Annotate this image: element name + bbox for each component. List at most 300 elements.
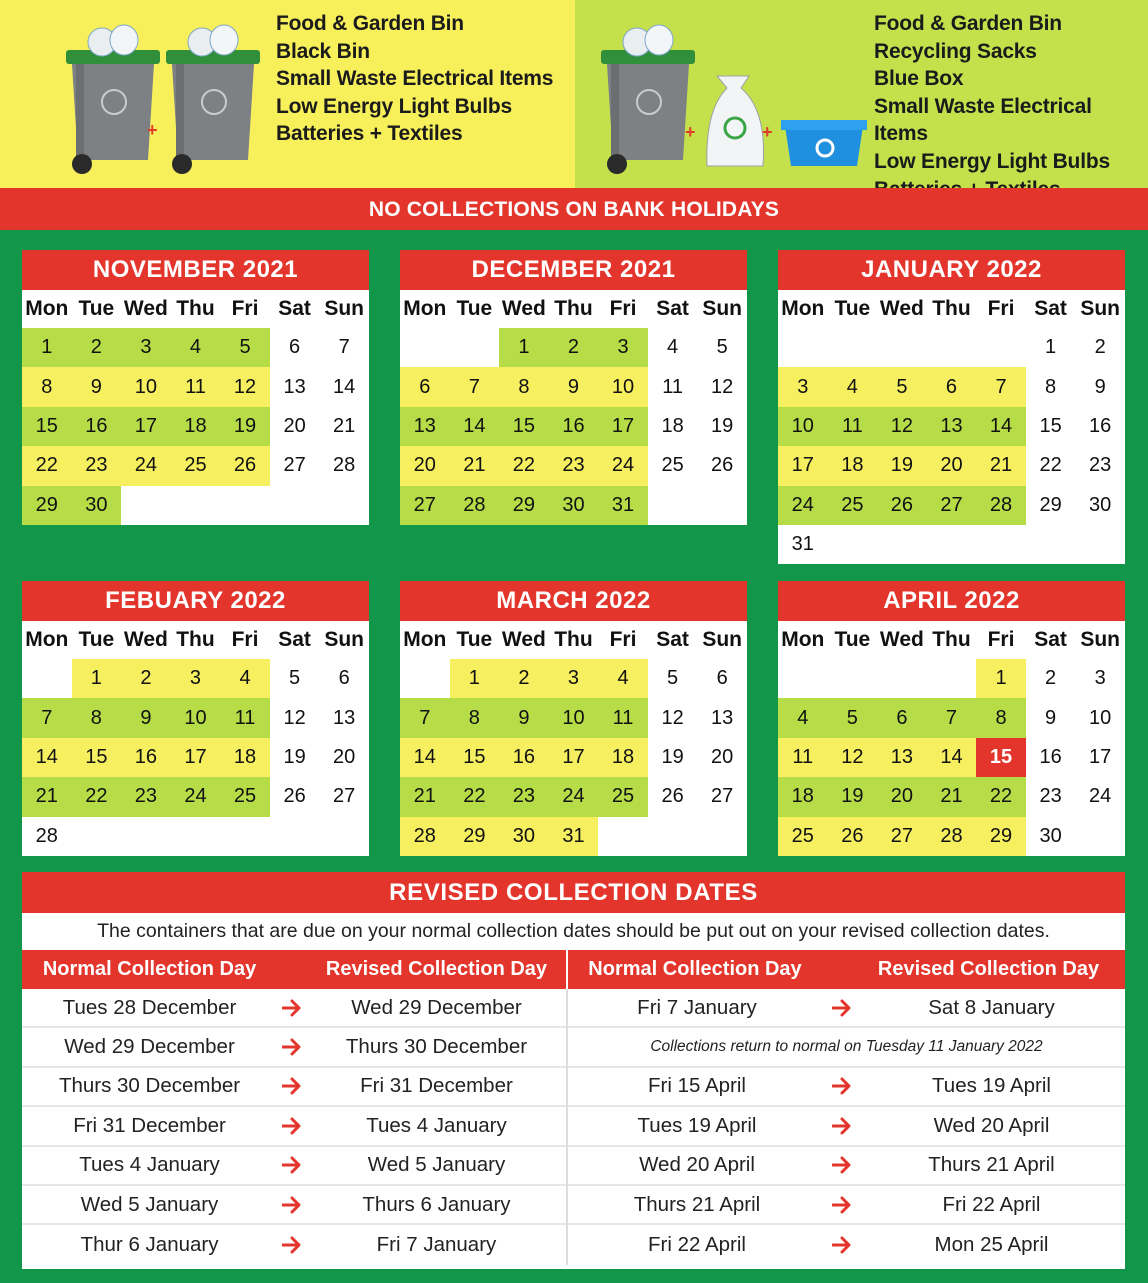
calendar-day: 12 <box>283 706 306 729</box>
revised-day: Mon 25 April <box>934 1233 1049 1257</box>
calendar-day: 20 <box>711 745 734 768</box>
calendar-day: 9 <box>1094 375 1106 398</box>
revised-body <box>22 989 1125 1265</box>
weekday-label: Fri <box>609 628 637 651</box>
calendar-day: 11 <box>598 698 648 737</box>
calendar-day: 27 <box>877 817 927 856</box>
calendar-empty-cell <box>927 659 977 698</box>
calendar-day: 5 <box>716 336 728 359</box>
calendar-empty-cell <box>220 817 270 856</box>
calendar-day: 2 <box>1045 667 1057 690</box>
weekday-label: Sun <box>702 628 742 651</box>
weekday-label: Sun <box>324 297 364 320</box>
revised-row <box>22 1147 566 1186</box>
revised-day: Thurs 21 April <box>928 1153 1055 1177</box>
calendar-empty-cell <box>927 328 977 367</box>
calendar-empty-cell <box>319 817 369 856</box>
weekday-label: Thu <box>932 297 971 320</box>
calendar-day: 25 <box>828 486 878 525</box>
calendar-day: 15 <box>450 738 500 777</box>
calendar-day: 3 <box>171 659 221 698</box>
calendar-day: 10 <box>1089 706 1112 729</box>
revised-row <box>568 1107 1125 1146</box>
normal-day: Fri 31 December <box>73 1113 226 1137</box>
legend-recycling-week <box>575 0 1148 188</box>
weekday-label: Wed <box>501 297 546 320</box>
month-title: FEBUARY 2022 <box>22 581 369 621</box>
calendar-day: 9 <box>121 698 171 737</box>
calendar-day: 12 <box>220 367 270 406</box>
calendar-empty-cell <box>1026 525 1076 564</box>
arrow-icon <box>277 1077 307 1095</box>
calendar-empty-cell <box>400 659 450 698</box>
calendar-empty-cell <box>400 328 450 367</box>
weekday-label: Mon <box>25 297 69 320</box>
weekday-label: Sat <box>1034 628 1067 651</box>
calendar-empty-cell <box>1075 817 1125 856</box>
calendar-day: 12 <box>828 738 878 777</box>
calendar-day: 17 <box>598 407 648 446</box>
calendar-day: 21 <box>927 777 977 816</box>
arrow-icon <box>826 999 858 1017</box>
calendar-day: 6 <box>400 367 450 406</box>
plus-icon: + <box>147 120 158 140</box>
calendar-day: 23 <box>499 777 549 816</box>
month-title: DECEMBER 2021 <box>400 250 747 290</box>
calendar-day: 25 <box>220 777 270 816</box>
weekday-label: Wed <box>123 297 168 320</box>
calendar-day: 13 <box>877 738 927 777</box>
calendar-day: 17 <box>549 738 599 777</box>
calendar-day: 29 <box>499 486 549 525</box>
calendar-day: 16 <box>549 407 599 446</box>
weekday-label: Fri <box>987 297 1015 320</box>
calendar-day: 4 <box>667 336 679 359</box>
calendar-day: 14 <box>22 738 72 777</box>
calendar-day: 15 <box>22 407 72 446</box>
arrow-icon <box>826 1196 858 1214</box>
weekday-label: Sat <box>656 297 689 320</box>
revised-note-row: Collections return to normal on Tuesday 11 January 2022 <box>568 1028 1125 1067</box>
revised-day-header: Revised Collection Day <box>325 958 548 980</box>
calendar-day: 26 <box>661 785 684 808</box>
calendar-day: 17 <box>778 446 828 485</box>
month-title: APRIL 2022 <box>778 581 1125 621</box>
calendar-day: 4 <box>778 698 828 737</box>
calendar-empty-cell <box>1075 525 1125 564</box>
weekday-label: Sat <box>656 628 689 651</box>
normal-day: Fri 22 April <box>648 1233 746 1257</box>
calendar-day: 20 <box>283 414 306 437</box>
weekday-label: Wed <box>123 628 168 651</box>
calendar-day: 5 <box>220 328 270 367</box>
calendar-day: 20 <box>333 745 356 768</box>
calendar-empty-cell <box>877 525 927 564</box>
revised-row <box>22 1028 566 1067</box>
revised-day: Thurs 6 January <box>362 1192 511 1216</box>
normal-day-header: Normal Collection Day <box>588 958 802 980</box>
calendar-day: 19 <box>711 414 734 437</box>
normal-day: Thurs 21 April <box>633 1192 761 1216</box>
calendar-day: 6 <box>877 698 927 737</box>
calendar-day: 24 <box>121 446 171 485</box>
legend-area <box>0 0 1148 188</box>
calendar-day: 23 <box>549 446 599 485</box>
calendar-day: 28 <box>927 817 977 856</box>
calendar-empty-cell <box>171 817 221 856</box>
calendar-day: 12 <box>711 375 734 398</box>
weekday-label: Fri <box>609 297 637 320</box>
calendar-day: 25 <box>778 817 828 856</box>
calendar-day: 12 <box>661 706 684 729</box>
calendar-day: 4 <box>220 659 270 698</box>
month-calendar <box>22 581 369 856</box>
normal-day: Fri 15 April <box>648 1074 746 1098</box>
calendar-day: 30 <box>499 817 549 856</box>
calendar-day: 5 <box>877 367 927 406</box>
calendar-day: 22 <box>1039 454 1062 477</box>
weekday-header <box>400 290 747 328</box>
revised-day: Tues 19 April <box>932 1074 1051 1098</box>
calendar-empty-cell <box>598 817 648 856</box>
calendar-day: 4 <box>171 328 221 367</box>
calendar-day: 8 <box>450 698 500 737</box>
normal-day: Wed 5 January <box>80 1192 219 1216</box>
calendar-day: 28 <box>976 486 1026 525</box>
normal-day: Tues 4 January <box>79 1153 220 1177</box>
calendar-day: 10 <box>121 367 171 406</box>
normal-day: Wed 29 December <box>64 1035 235 1059</box>
bank-holiday-banner: NO COLLECTIONS ON BANK HOLIDAYS <box>0 188 1148 230</box>
calendar-day: 15 <box>499 407 549 446</box>
calendar-day: 9 <box>499 698 549 737</box>
arrow-icon <box>277 1038 307 1056</box>
weekday-label: Sun <box>702 297 742 320</box>
calendar-day: 6 <box>289 336 301 359</box>
legend-item: Recycling Sacks <box>874 39 1037 63</box>
calendar-day: 21 <box>333 414 356 437</box>
revised-row <box>568 989 1125 1028</box>
weekday-label: Thu <box>554 628 593 651</box>
calendar-day: 29 <box>22 486 72 525</box>
calendar-empty-cell <box>697 486 747 525</box>
calendar-day: 9 <box>72 367 122 406</box>
revised-day-header: Revised Collection Day <box>877 958 1100 980</box>
revised-day: Thurs 30 December <box>345 1035 528 1059</box>
calendar-day: 3 <box>121 328 171 367</box>
calendar-day: 9 <box>1045 706 1057 729</box>
calendar-empty-cell <box>927 525 977 564</box>
revised-day: Wed 29 December <box>351 995 522 1019</box>
calendar-day: 1 <box>1045 336 1057 359</box>
calendar-day: 27 <box>711 785 734 808</box>
calendar-day: 8 <box>22 367 72 406</box>
revised-day: Tues 4 January <box>366 1113 507 1137</box>
calendar-day: 25 <box>171 446 221 485</box>
weekday-label: Tue <box>456 297 493 320</box>
legend-item: Small Waste Electrical Items <box>874 94 1092 146</box>
revised-day: Fri 7 January <box>376 1233 497 1257</box>
legend-item: Low Energy Light Bulbs <box>276 94 512 118</box>
weekday-label: Mon <box>781 628 825 651</box>
calendar-empty-cell <box>171 486 221 525</box>
calendar-day: 29 <box>976 817 1026 856</box>
calendar-day: 15 <box>1039 414 1062 437</box>
plus-icon: + <box>762 122 773 142</box>
calendar-empty-cell <box>877 328 927 367</box>
weekday-label: Sun <box>1080 628 1120 651</box>
calendar-empty-cell <box>828 328 878 367</box>
calendar-day: 8 <box>72 698 122 737</box>
calendar-day: 23 <box>72 446 122 485</box>
calendar-day: 21 <box>976 446 1026 485</box>
weekday-label: Mon <box>781 297 825 320</box>
weekday-label: Sat <box>278 297 311 320</box>
calendar-day: 7 <box>22 698 72 737</box>
day-grid <box>778 659 1125 856</box>
calendar-empty-cell <box>648 486 698 525</box>
weekday-label: Sat <box>278 628 311 651</box>
calendar-day: 22 <box>976 777 1026 816</box>
calendar-day: 21 <box>22 777 72 816</box>
legend-item: Small Waste Electrical Items <box>276 67 554 91</box>
normal-day: Wed 20 April <box>639 1153 755 1177</box>
arrow-icon <box>826 1077 858 1095</box>
calendar-day: 7 <box>450 367 500 406</box>
calendar-day: 7 <box>976 367 1026 406</box>
weekday-label: Mon <box>403 297 447 320</box>
weekday-label: Mon <box>25 628 69 651</box>
calendar-day: 22 <box>450 777 500 816</box>
calendar-empty-cell <box>220 486 270 525</box>
calendar-day: 22 <box>22 446 72 485</box>
day-grid <box>400 328 747 525</box>
calendar-day: 15 <box>72 738 122 777</box>
calendar-day: 2 <box>499 659 549 698</box>
calendar-empty-cell <box>121 486 171 525</box>
weekday-label: Tue <box>456 628 493 651</box>
calendar-day: 29 <box>450 817 500 856</box>
legend-item: Low Energy Light Bulbs <box>874 149 1110 173</box>
revised-row <box>22 1225 566 1264</box>
weekday-label: Tue <box>834 297 871 320</box>
month-title: MARCH 2022 <box>400 581 747 621</box>
weekday-label: Thu <box>176 628 215 651</box>
revised-day: Wed 20 April <box>933 1113 1050 1137</box>
bin-sack-box-icon <box>599 10 869 178</box>
calendar-day: 17 <box>121 407 171 446</box>
day-grid <box>778 328 1125 564</box>
calendar-day: 14 <box>400 738 450 777</box>
calendar-day: 25 <box>598 777 648 816</box>
revised-collection-table <box>22 872 1125 1269</box>
calendar-day: 19 <box>661 745 684 768</box>
calendar-day: 1 <box>72 659 122 698</box>
calendar-day: 28 <box>450 486 500 525</box>
revised-row <box>568 1225 1125 1264</box>
calendar-empty-cell <box>976 328 1026 367</box>
calendar-day: 18 <box>778 777 828 816</box>
weekday-label: Wed <box>879 628 924 651</box>
weekday-label: Thu <box>554 297 593 320</box>
legend-item: Black Bin <box>276 39 370 63</box>
arrow-icon: → <box>827 958 847 980</box>
weekday-label: Wed <box>879 297 924 320</box>
calendar-day: 13 <box>711 706 734 729</box>
calendar-day: 3 <box>598 328 648 367</box>
calendar-day: 26 <box>283 785 306 808</box>
calendar-day: 3 <box>1094 667 1106 690</box>
legend-list-left <box>276 10 553 148</box>
calendar-day: 3 <box>778 367 828 406</box>
calendar-day: 11 <box>662 375 683 398</box>
calendar-day: 14 <box>927 738 977 777</box>
calendar-day: 6 <box>338 667 350 690</box>
calendar-day: 31 <box>598 486 648 525</box>
calendar-day: 23 <box>121 777 171 816</box>
weekday-header <box>778 290 1125 328</box>
calendar-day: 1 <box>976 659 1026 698</box>
calendar-day: 11 <box>220 698 270 737</box>
calendar-empty-cell <box>828 659 878 698</box>
calendar-day: 18 <box>220 738 270 777</box>
weekday-label: Fri <box>987 628 1015 651</box>
calendar-day: 8 <box>976 698 1026 737</box>
calendar-day: 14 <box>450 407 500 446</box>
calendar-day: 14 <box>976 407 1026 446</box>
calendar-day: 24 <box>598 446 648 485</box>
calendar-day: 4 <box>828 367 878 406</box>
arrow-icon <box>277 1236 307 1254</box>
calendar-day: 28 <box>35 824 58 847</box>
calendar-day: 13 <box>927 407 977 446</box>
calendar-day: 11 <box>778 738 828 777</box>
month-calendar <box>400 250 747 525</box>
revised-day: Fri 22 April <box>942 1192 1041 1216</box>
normal-day: Tues 28 December <box>62 995 237 1019</box>
calendar-day: 17 <box>171 738 221 777</box>
calendar-day: 4 <box>598 659 648 698</box>
calendar-day: 22 <box>499 446 549 485</box>
calendar-day: 30 <box>549 486 599 525</box>
revised-row <box>568 1186 1125 1225</box>
calendar-day: 9 <box>549 367 599 406</box>
calendar-day: 24 <box>778 486 828 525</box>
legend-item: Blue Box <box>874 67 964 91</box>
weekday-label: Fri <box>231 628 259 651</box>
revised-column-left <box>22 989 568 1265</box>
calendar-day: 16 <box>1039 745 1062 768</box>
calendar-day: 10 <box>778 407 828 446</box>
calendar-day: 13 <box>283 375 306 398</box>
calendar-day: 6 <box>716 667 728 690</box>
calendar-empty-cell <box>877 659 927 698</box>
calendar-empty-cell <box>270 817 320 856</box>
revised-title: REVISED COLLECTION DATES <box>22 872 1125 913</box>
calendar-day: 26 <box>220 446 270 485</box>
legend-list-right <box>874 10 1148 203</box>
calendar-day: 30 <box>1039 824 1062 847</box>
calendar-day: 15 <box>976 738 1026 777</box>
calendar-day: 31 <box>791 533 814 556</box>
calendar-day: 7 <box>927 698 977 737</box>
calendar-empty-cell <box>121 817 171 856</box>
revised-row <box>568 1068 1125 1107</box>
weekday-label: Thu <box>176 297 215 320</box>
calendar-empty-cell <box>778 659 828 698</box>
calendar-empty-cell <box>697 817 747 856</box>
weekday-label: Tue <box>78 628 115 651</box>
calendar-day: 8 <box>499 367 549 406</box>
calendar-day: 20 <box>927 446 977 485</box>
calendar-day: 11 <box>828 407 878 446</box>
day-grid <box>22 659 369 856</box>
calendar-day: 26 <box>877 486 927 525</box>
calendar-day: 24 <box>549 777 599 816</box>
weekday-header <box>400 621 747 659</box>
calendar-empty-cell <box>648 817 698 856</box>
calendar-day: 27 <box>283 454 306 477</box>
normal-day: Thur 6 January <box>80 1233 219 1257</box>
legend-item: Food & Garden Bin <box>874 12 1062 35</box>
calendar-day: 5 <box>289 667 301 690</box>
weekday-label: Sun <box>1080 297 1120 320</box>
calendar-day: 14 <box>333 375 356 398</box>
calendar-day: 21 <box>400 777 450 816</box>
weekday-label: Tue <box>834 628 871 651</box>
revised-day: Sat 8 January <box>928 995 1055 1019</box>
calendar-day: 12 <box>877 407 927 446</box>
calendar-empty-cell <box>976 525 1026 564</box>
calendar-empty-cell <box>828 525 878 564</box>
calendar-day: 28 <box>400 817 450 856</box>
arrow-icon <box>826 1236 858 1254</box>
weekday-label: Sat <box>1034 297 1067 320</box>
plus-icon: + <box>685 122 696 142</box>
legend-item: Food & Garden Bin <box>276 12 464 35</box>
calendar-day: 28 <box>333 454 356 477</box>
calendar-day: 10 <box>598 367 648 406</box>
calendar-empty-cell <box>778 328 828 367</box>
calendar-day: 11 <box>171 367 221 406</box>
arrow-icon <box>826 1117 858 1135</box>
calendar-day: 5 <box>667 667 679 690</box>
revised-row <box>22 1186 566 1225</box>
calendar-day: 19 <box>283 745 306 768</box>
calendar-day: 7 <box>400 698 450 737</box>
calendar-day: 5 <box>828 698 878 737</box>
calendar-day: 18 <box>828 446 878 485</box>
month-title: JANUARY 2022 <box>778 250 1125 290</box>
calendar-day: 2 <box>121 659 171 698</box>
calendar-day: 19 <box>877 446 927 485</box>
calendar-day: 23 <box>1089 454 1112 477</box>
revised-row <box>568 1147 1125 1186</box>
calendar-empty-cell <box>450 328 500 367</box>
calendar-day: 20 <box>400 446 450 485</box>
arrow-icon: → <box>282 958 302 980</box>
calendar-day: 10 <box>171 698 221 737</box>
day-grid <box>400 659 747 856</box>
calendar-day: 27 <box>400 486 450 525</box>
month-title: NOVEMBER 2021 <box>22 250 369 290</box>
weekday-label: Mon <box>403 628 447 651</box>
month-calendar <box>22 250 369 525</box>
calendar-day: 25 <box>661 454 684 477</box>
calendar-day: 2 <box>549 328 599 367</box>
legend-item: Batteries + Textiles <box>276 122 463 146</box>
calendar-day: 27 <box>927 486 977 525</box>
